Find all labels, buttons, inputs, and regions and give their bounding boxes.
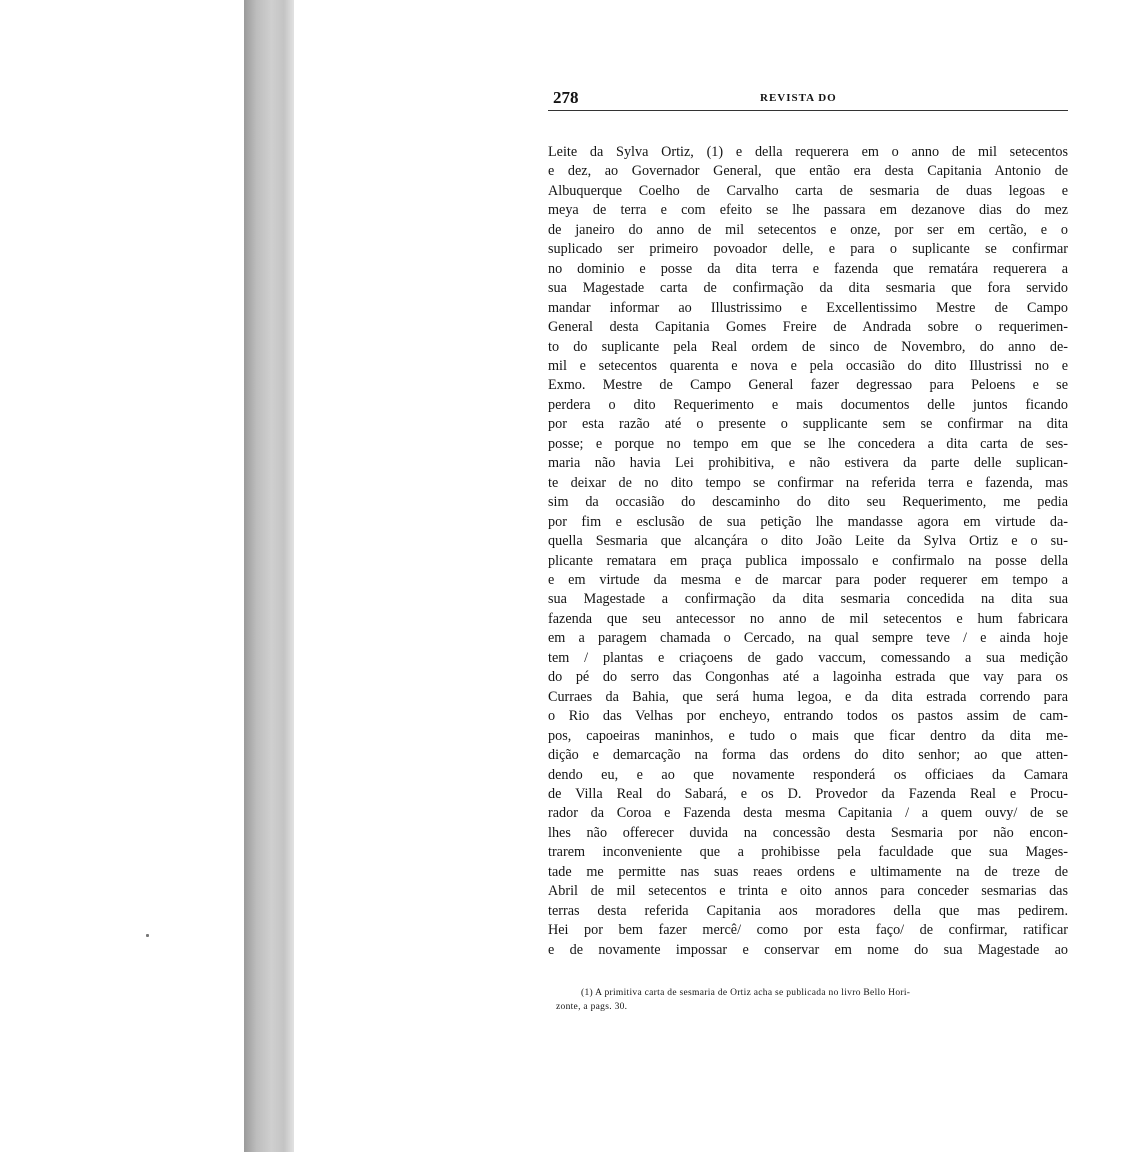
text-line: por fim e esclusão de sua petição lhe mandasse agora em virtude da-: [548, 513, 1068, 530]
text-line: e de novamente impossar e conservar em nome do sua Magestade ao: [548, 941, 1068, 958]
text-line: dição e demarcação na forma das ordens do dito senhor; ao que atten-: [548, 747, 1068, 764]
text-line: Curraes da Bahia, que será huma legoa, e da dita estrada correndo para: [548, 688, 1068, 705]
text-line: te deixar de no dito tempo se confirmar na referida terra e fazenda, mas: [548, 474, 1068, 491]
book-page: [548, 88, 1068, 1014]
footnote-line: zonte, a pags. 30.: [556, 1002, 628, 1013]
text-line: meya de terra e com efeito se lhe passara em dezanove dias do mez: [548, 202, 1068, 219]
text-line: posse; e porque no tempo em que se lhe concedera a dita carta de ses-: [548, 435, 1068, 452]
text-line: Leite da Sylva Ortiz, (1) e della requerera em o anno de mil setecentos: [548, 144, 1068, 160]
text-line: tem / plantas e criaçoens de gado vaccum, comessando a sua medição: [548, 649, 1068, 666]
scan-speck: [146, 934, 149, 937]
page-number: 278: [553, 88, 579, 107]
footnote: [548, 986, 1068, 1014]
text-line: sim da occasião do descaminho do dito seu Requerimento, me pedia: [548, 494, 1068, 511]
body-text: [548, 143, 1068, 960]
text-line: maria não havia Lei prohibitiva, e não estivera da parte delle suplican-: [548, 455, 1068, 472]
text-line: em a paragem chamada o Cercado, na qual sempre teve / e ainda hoje: [548, 630, 1068, 647]
text-line: trarem inconveniente que a prohibisse pela faculdade que sua Mages-: [548, 844, 1068, 861]
text-line: Exmo. Mestre de Campo General fazer degressao para Peloens e se: [548, 377, 1068, 394]
text-line: plicante rematara em praça publica impossalo e confirmalo na posse della: [548, 552, 1068, 569]
text-line: pos, capoeiras maninhos, e tudo o mais que ficar dentro da dita me-: [548, 727, 1068, 744]
text-line: lhes não offerecer duvida na concessão desta Sesmaria por não encon-: [548, 824, 1068, 841]
book-binding-shadow: [244, 0, 294, 1152]
text-line: sua Magestade carta de confirmação da dita sesmaria que fora servido: [548, 280, 1068, 297]
text-line: do pé do serro das Congonhas até a lagoinha estrada que vay para os: [548, 669, 1068, 686]
text-line: General desta Capitania Gomes Freire de Andrada sobre o requerimen-: [548, 319, 1068, 336]
text-line: Abril de mil setecentos e trinta e oito annos para conceder sesmarias das: [548, 883, 1068, 900]
text-line: terras desta referida Capitania aos moradores della que mas pedirem.: [548, 902, 1068, 919]
running-head: REVISTA DO: [760, 92, 837, 104]
text-line: quella Sesmaria que alcançára o dito João Leite da Sylva Ortiz e o su-: [548, 533, 1068, 550]
text-line: de janeiro do anno de mil setecentos e onze, por ser em certão, e o: [548, 221, 1068, 238]
text-line: e dez, ao Governador General, que então era desta Capitania Antonio de: [548, 163, 1068, 180]
text-line: Albuquerque Coelho de Carvalho carta de sesmaria de duas legoas e: [548, 182, 1068, 199]
text-line: suplicado ser primeiro povoador delle, e para o suplicante se confirmar: [548, 241, 1068, 258]
page-header: [548, 88, 1068, 111]
text-line: o Rio das Velhas por encheyo, entrando todos os pastos assim de cam-: [548, 708, 1068, 725]
text-line: to do suplicante pela Real ordem de sinco de Novembro, do anno de-: [548, 338, 1068, 355]
text-line: no dominio e posse da dita terra e fazenda que rematára requerera a: [548, 260, 1068, 277]
text-line: tade me permitte nas suas reaes ordens e ultimamente na de treze de: [548, 863, 1068, 880]
text-line: mil e setecentos quarenta e nova e pela occasião do dito Illustrissi no e: [548, 357, 1068, 374]
text-line: por esta razão até o presente o supplicante sem se confirmar na dita: [548, 416, 1068, 433]
text-line: sua Magestade a confirmação da dita sesmaria concedida na dita sua: [548, 591, 1068, 608]
text-line: mandar informar ao Illustrissimo e Excellentissimo Mestre de Campo: [548, 299, 1068, 316]
text-line: de Villa Real do Sabará, e os D. Provedor da Fazenda Real e Procu-: [548, 785, 1068, 802]
text-line: dendo eu, e ao que novamente responderá os officiaes da Camara: [548, 766, 1068, 783]
text-line: rador da Coroa e Fazenda desta mesma Capitania / a quem ouvy/ de se: [548, 805, 1068, 822]
text-line: perdera o dito Requerimento e mais documentos delle juntos ficando: [548, 396, 1068, 413]
text-line: fazenda que seu antecessor no anno de mil setecentos e hum fabricara: [548, 610, 1068, 627]
footnote-line: (1) A primitiva carta de sesmaria de Ortiz acha se publicada no livro Bello Hori-: [581, 988, 911, 999]
text-line: e em virtude da mesma e de marcar para poder requerer em tempo a: [548, 571, 1068, 588]
text-line: Hei por bem fazer mercê/ como por esta faço/ de confirmar, ratificar: [548, 922, 1068, 939]
